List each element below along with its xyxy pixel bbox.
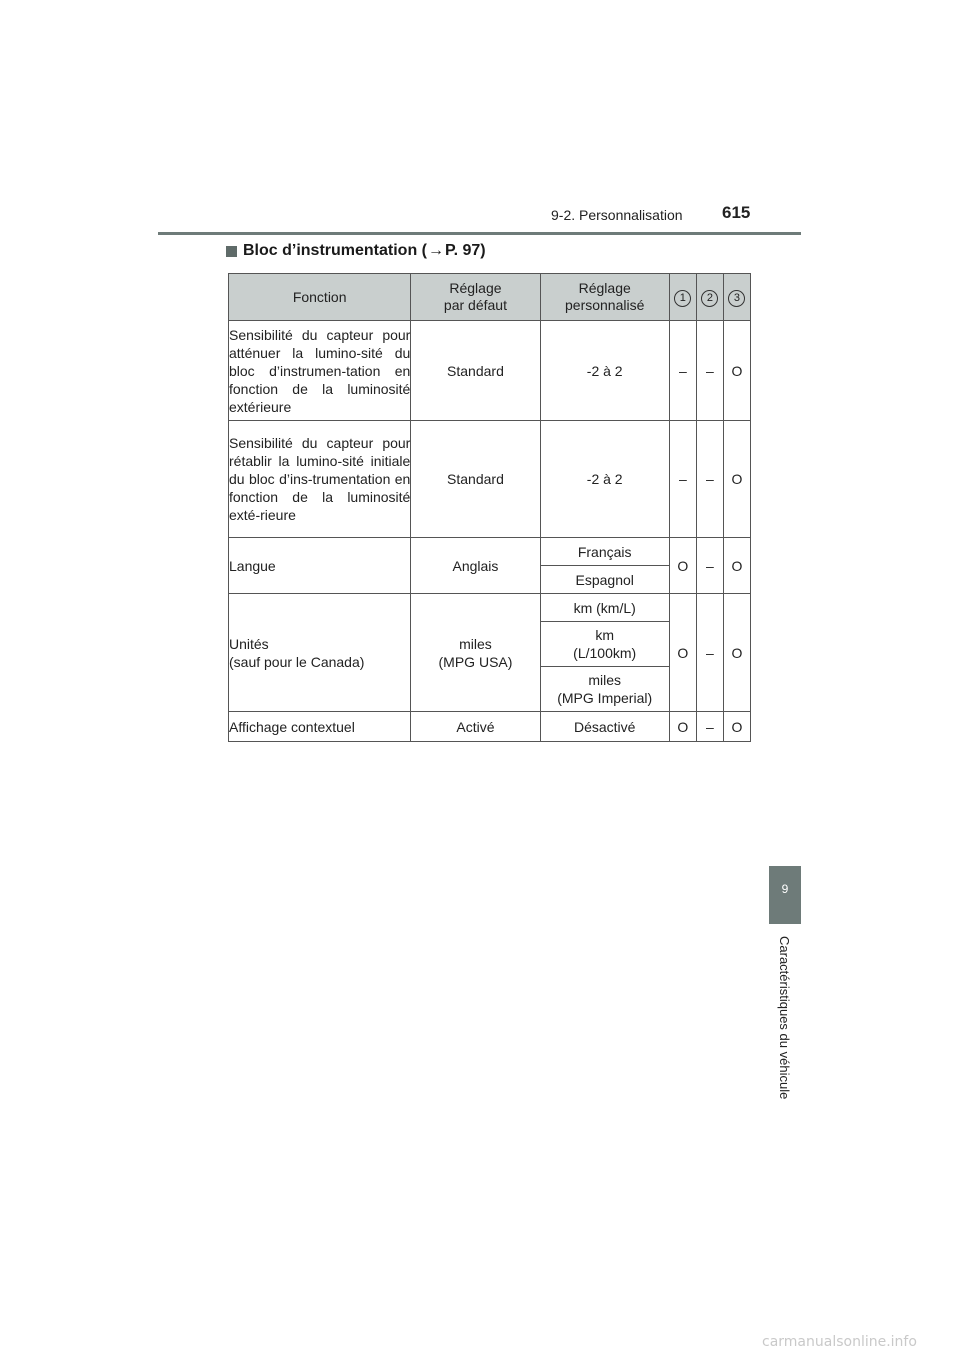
cell-col-1: –	[669, 421, 696, 538]
cell-col-2: –	[696, 712, 723, 742]
page-header	[0, 0, 960, 240]
circled-2-icon: 2	[701, 290, 718, 307]
chapter-tab	[769, 866, 801, 924]
cell-defaut-line1: miles	[459, 635, 492, 652]
cell-col-1: O	[669, 712, 696, 742]
cell-fonction	[229, 594, 411, 712]
cell-perso-line1: km	[595, 627, 615, 643]
heading-title: Bloc d’instrumentation (	[243, 242, 427, 259]
cell-col-3: O	[723, 421, 750, 538]
cell-personnalise: -2 à 2	[540, 421, 669, 538]
cell-col-1: O	[669, 594, 696, 712]
cell-personnalise: -2 à 2	[540, 321, 669, 421]
cell-col-1: O	[669, 538, 696, 594]
cell-col-3: O	[723, 538, 750, 594]
header-perso-line1: Réglage	[578, 280, 631, 296]
cell-perso-line2: (L/100km)	[573, 645, 637, 661]
chapter-label: Caractéristiques du véhicule	[777, 936, 792, 1100]
cell-perso-line2: (MPG Imperial)	[557, 690, 653, 706]
cell-col-3: O	[723, 594, 750, 712]
cell-perso-line1: miles	[588, 672, 622, 688]
table-row	[229, 594, 751, 622]
section-label: 9-2. Personnalisation	[551, 207, 683, 223]
header-defaut-line1: Réglage	[449, 280, 502, 296]
cell-fonction-line2: (sauf pour le Canada)	[229, 653, 365, 670]
page-reference: P. 97)	[445, 242, 486, 259]
header-reglage-defaut	[411, 274, 540, 321]
cell-fonction: Sensibilité du capteur pour atténuer la lumino-sité du bloc d’instrumen-tation en fonction de la luminosité extérieure	[229, 321, 411, 421]
cell-defaut: Activé	[411, 712, 540, 742]
cell-personnalise: Espagnol	[540, 566, 669, 594]
circled-1-icon: 1	[674, 290, 691, 307]
cell-col-2: –	[696, 421, 723, 538]
cell-personnalise: Désactivé	[540, 712, 669, 742]
cell-defaut	[411, 594, 540, 712]
cell-col-3: O	[723, 321, 750, 421]
table-row	[229, 712, 751, 742]
header-col-1	[669, 274, 696, 321]
header-reglage-personnalise	[540, 274, 669, 321]
header-col-2	[696, 274, 723, 321]
cell-defaut: Standard	[411, 421, 540, 538]
cell-defaut: Anglais	[411, 538, 540, 594]
header-defaut-line2: par défaut	[443, 297, 507, 313]
watermark: carmanualsonline.info	[762, 1334, 917, 1350]
cell-col-1: –	[669, 321, 696, 421]
page-number: 615	[722, 203, 751, 222]
square-bullet-icon	[226, 246, 237, 257]
arrow-right-icon: →	[428, 242, 444, 259]
table-header-row	[229, 274, 751, 321]
header-perso-line2: personnalisé	[565, 297, 645, 313]
table-row	[229, 421, 751, 538]
cell-col-2: –	[696, 321, 723, 421]
chapter-number: 9	[781, 882, 789, 896]
cell-defaut: Standard	[411, 321, 540, 421]
header-fonction: Fonction	[229, 274, 411, 321]
section-heading	[226, 242, 486, 260]
cell-personnalise: Français	[540, 538, 669, 566]
cell-personnalise	[540, 622, 669, 667]
cell-col-3: O	[723, 712, 750, 742]
cell-fonction: Affichage contextuel	[229, 712, 411, 742]
table-row	[229, 538, 751, 566]
cell-fonction: Sensibilité du capteur pour rétablir la lumino-sité initiale du bloc d’ins-trumentation en fonction de la luminosité exté-rieure	[229, 421, 411, 538]
header-col-3	[723, 274, 750, 321]
cell-col-2: –	[696, 594, 723, 712]
circled-3-icon: 3	[728, 290, 745, 307]
settings-table	[228, 273, 751, 742]
cell-col-2: –	[696, 538, 723, 594]
cell-fonction-line1: Unités	[229, 635, 269, 652]
cell-defaut-line2: (MPG USA)	[438, 653, 513, 670]
cell-personnalise: km (km/L)	[540, 594, 669, 622]
header-rule	[158, 232, 801, 235]
cell-personnalise	[540, 667, 669, 712]
cell-fonction: Langue	[229, 538, 411, 594]
table-row	[229, 321, 751, 421]
